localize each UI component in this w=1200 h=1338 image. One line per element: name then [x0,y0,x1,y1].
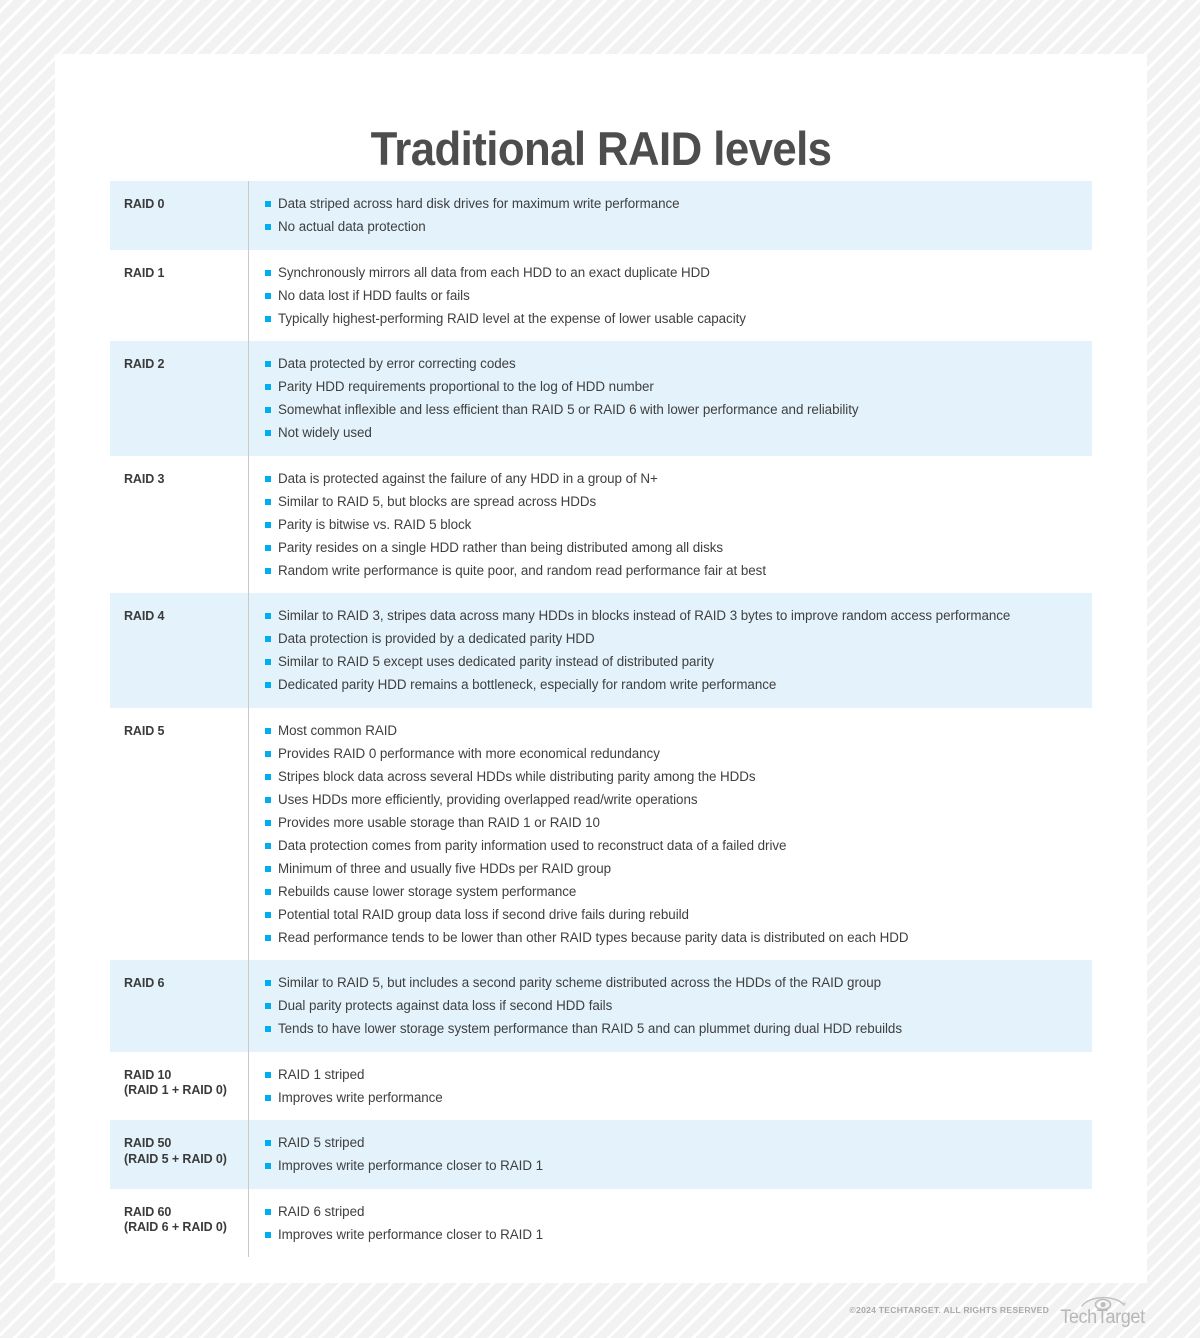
raid-level-name: RAID 3 [124,471,165,486]
bullet-item: No actual data protection [265,218,1082,236]
bullet-item: Stripes block data across several HDDs while distributing parity among the HDDs [265,768,1082,786]
table-row [110,1120,1092,1189]
bullet-item: No data lost if HDD faults or fails [265,287,1082,305]
raid-level-label [110,456,248,594]
bullet-item: RAID 1 striped [265,1066,1082,1084]
bullet-item: Data is protected against the failure of any HDD in a group of N+ [265,470,1082,488]
raid-level-name: RAID 5 [124,723,165,738]
raid-level-details [248,1189,1092,1258]
table-row [110,250,1092,342]
bullet-item: Provides more usable storage than RAID 1 or RAID 10 [265,814,1082,832]
techtarget-wordmark: TechTarget [1060,1307,1145,1328]
bullet-item: Dual parity protects against data loss if second HDD fails [265,997,1082,1015]
raid-level-details [248,960,1092,1052]
bullet-item: Similar to RAID 5, but includes a second parity scheme distributed across the HDDs of the RAID group [265,974,1082,992]
bullet-item: Data protection comes from parity information used to reconstruct data of a failed drive [265,837,1082,855]
table-row [110,1189,1092,1258]
bullet-item: Rebuilds cause lower storage system performance [265,883,1082,901]
bullet-item: Minimum of three and usually five HDDs per RAID group [265,860,1082,878]
table-row [110,1052,1092,1121]
bullet-item: Data protection is provided by a dedicated parity HDD [265,630,1082,648]
raid-level-label [110,1052,248,1121]
bullet-item: Similar to RAID 5, but blocks are spread across HDDs [265,493,1082,511]
bullet-item: Parity HDD requirements proportional to the log of HDD number [265,378,1082,396]
bullet-item: Dedicated parity HDD remains a bottleneck, especially for random write performance [265,676,1082,694]
page-title: Traditional RAID levels [370,122,832,176]
raid-level-name: RAID 2 [124,357,165,371]
raid-level-name: RAID 4 [124,609,165,623]
table-row [110,960,1092,1052]
bullet-item: Somewhat inflexible and less efficient than RAID 5 or RAID 6 with lower performance and reliability [265,401,1082,419]
bullet-list [265,355,1082,442]
footer [0,1293,1147,1327]
raid-levels-table [110,181,1092,1257]
bullet-item: Improves write performance closer to RAID 1 [265,1157,1082,1175]
bullet-item: RAID 5 striped [265,1134,1082,1152]
raid-level-name: RAID 50 [124,1136,172,1150]
bullet-item: Similar to RAID 3, stripes data across many HDDs in blocks instead of RAID 3 bytes to improve random access performance [265,607,1082,625]
raid-level-label [110,960,248,1052]
bullet-item: Parity resides on a single HDD rather than being distributed among all disks [265,539,1082,557]
bullet-item: Typically highest-performing RAID level at the expense of lower usable capacity [265,310,1082,328]
bullet-item: Most common RAID [265,722,1082,740]
bullet-list [265,722,1082,947]
raid-level-details [248,1052,1092,1121]
bullet-list [265,470,1082,580]
bullet-item: Improves write performance [265,1089,1082,1107]
raid-level-details [248,708,1092,961]
raid-level-label [110,593,248,708]
copyright-text: ©2024 TECHTARGET. ALL RIGHTS RESERVED [849,1305,1050,1315]
raid-level-name: RAID 6 [124,976,165,990]
raid-level-label [110,181,248,250]
table-row [110,456,1092,594]
bullet-list [265,607,1082,694]
table-row [110,593,1092,708]
bullet-item: Random write performance is quite poor, and random read performance fair at best [265,562,1082,580]
raid-level-details [248,181,1092,250]
raid-level-label [110,341,248,456]
raid-level-details [248,341,1092,456]
bullet-item: Synchronously mirrors all data from each HDD to an exact duplicate HDD [265,264,1082,282]
bullet-item: Read performance tends to be lower than other RAID types because parity data is distributed on each HDD [265,929,1082,947]
raid-level-composition: (RAID 1 + RAID 0) [124,1083,227,1097]
raid-level-details [248,456,1092,594]
raid-level-name: RAID 1 [124,265,165,280]
bullet-item: Provides RAID 0 performance with more economical redundancy [265,745,1082,763]
raid-level-details [248,1120,1092,1189]
raid-level-composition: (RAID 5 + RAID 0) [124,1151,227,1166]
bullet-item: Data protected by error correcting codes [265,355,1082,373]
raid-level-name: RAID 10 [124,1067,172,1082]
bullet-item: Parity is bitwise vs. RAID 5 block [265,516,1082,534]
raid-level-label [110,708,248,961]
raid-level-label [110,250,248,342]
bullet-item: Not widely used [265,424,1082,442]
raid-level-name: RAID 0 [124,197,165,211]
raid-level-label [110,1189,248,1258]
bullet-item: Improves write performance closer to RAID 1 [265,1226,1082,1244]
table-row [110,341,1092,456]
bullet-item: Potential total RAID group data loss if second drive fails during rebuild [265,906,1082,924]
bullet-list [265,1066,1082,1107]
bullet-list [265,1134,1082,1175]
bullet-item: RAID 6 striped [265,1203,1082,1221]
bullet-list [265,264,1082,328]
bullet-item: Similar to RAID 5 except uses dedicated parity instead of distributed parity [265,653,1082,671]
bullet-item: Uses HDDs more efficiently, providing overlapped read/write operations [265,791,1082,809]
raid-level-label [110,1120,248,1189]
raid-level-details [248,250,1092,342]
table-row [110,181,1092,250]
table-row [110,708,1092,961]
raid-level-name: RAID 60 [124,1204,172,1219]
content-card [55,54,1147,1283]
bullet-item: Tends to have lower storage system performance than RAID 5 and can plummet during dual HDD rebuilds [265,1020,1082,1038]
bullet-item: Data striped across hard disk drives for maximum write performance [265,195,1082,213]
techtarget-logo [1058,1293,1147,1327]
raid-level-details [248,593,1092,708]
raid-level-composition: (RAID 6 + RAID 0) [124,1220,227,1234]
bullet-list [265,195,1082,236]
bullet-list [265,974,1082,1038]
bullet-list [265,1203,1082,1244]
